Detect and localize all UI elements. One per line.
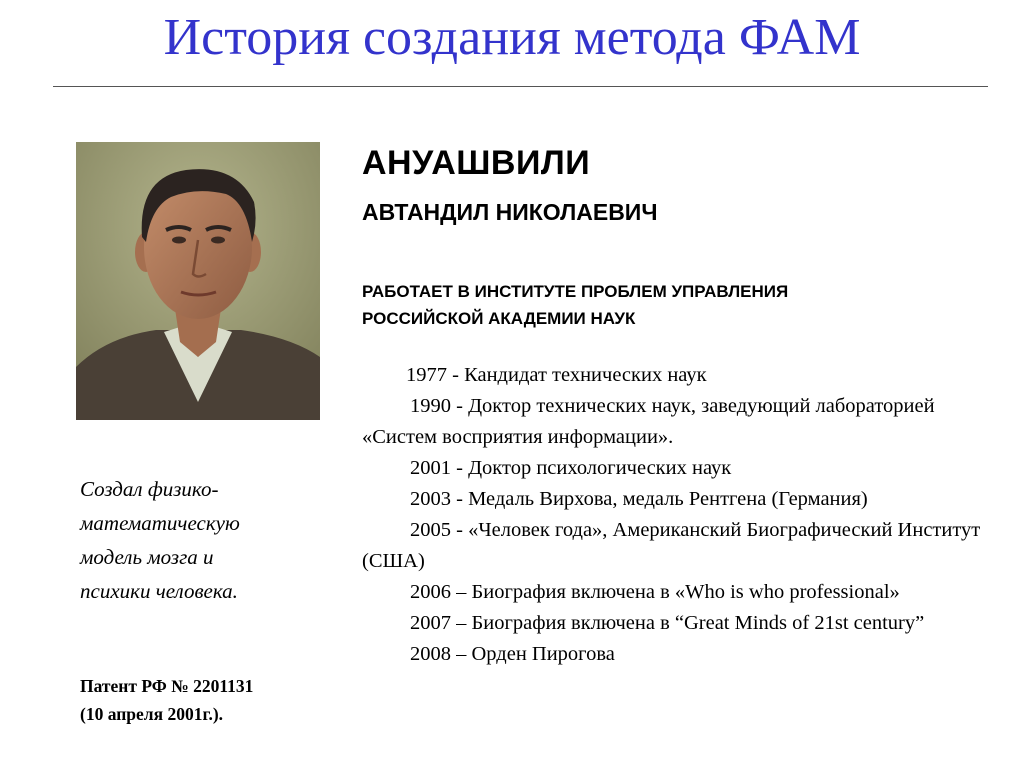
model-caption	[80, 472, 300, 608]
timeline-entry: 2005 - «Человек года», Американский Биографический Институт (США)	[362, 519, 981, 572]
timeline-entry: 2001 - Доктор психологических наук	[410, 457, 732, 479]
slide-title: История создания метода ФАМ	[163, 9, 861, 66]
person-surname: АНУАШВИЛИ	[362, 144, 591, 182]
workplace-line: РОССИЙСКОЙ АКАДЕМИИ НАУК	[362, 309, 636, 328]
caption-line: модель мозга и	[80, 545, 214, 569]
timeline-entry: 2003 - Медаль Вирхова, медаль Рентгена (Германия)	[410, 488, 868, 510]
person-given-name: АВТАНДИЛ НИКОЛАЕВИЧ	[362, 199, 658, 225]
timeline-entry: 2006 – Биография включена в «Who is who professional»	[410, 581, 900, 603]
portrait-photo	[76, 142, 320, 420]
timeline-entry: 2008 – Орден Пирогова	[410, 643, 615, 665]
patent-info	[80, 672, 320, 728]
caption-line: психики человека.	[80, 579, 238, 603]
timeline-entry: 2007 – Биография включена в “Great Minds of 21st century”	[410, 612, 925, 634]
workplace	[362, 278, 1002, 332]
portrait-icon	[76, 142, 320, 420]
career-timeline	[362, 360, 1002, 670]
caption-line: математическую	[80, 511, 240, 535]
patent-date: (10 апреля 2001г.).	[80, 704, 224, 724]
timeline-entry: 1977 - Кандидат технических наук	[406, 364, 707, 386]
patent-number: Патент РФ № 2201131	[80, 676, 254, 696]
timeline-entry: 1990 - Доктор технических наук, заведующий лабораторией «Систем восприятия информации».	[362, 395, 935, 448]
caption-line: Создал физико-	[80, 477, 219, 501]
title-divider	[53, 86, 988, 87]
workplace-line: РАБОТАЕТ В ИНСТИТУТЕ ПРОБЛЕМ УПРАВЛЕНИЯ	[362, 282, 789, 301]
